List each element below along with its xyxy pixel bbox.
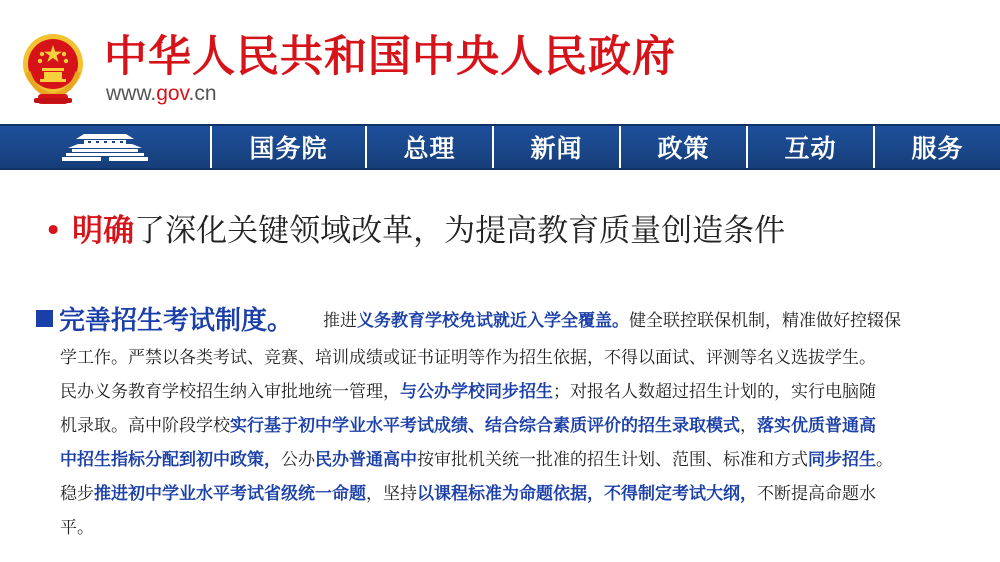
nav-label: 服务 [911, 134, 964, 163]
body-text: 平。 [60, 518, 94, 538]
body-text: 推进 [323, 311, 357, 331]
body-text: 学工作。严禁以各类考试、竞赛、培训成绩或证书证明等作为招生依据，不得以面试、评测等名义选拔学生。 [60, 348, 876, 368]
body-text: 。 [876, 450, 893, 470]
highlighted-text: 民办普通高中 [315, 450, 417, 470]
nav-label: 互动 [784, 134, 837, 163]
url-suffix: .cn [188, 82, 217, 105]
key-point-heading [44, 210, 785, 252]
nav-home[interactable] [0, 126, 210, 168]
nav-item-hudong[interactable] [746, 126, 873, 168]
paragraph-line [60, 409, 876, 443]
body-text: 公办 [281, 450, 315, 470]
paragraph-line [60, 477, 876, 511]
body-text: 健全联控联保机制，精准做好控辍保 [629, 311, 901, 331]
paragraph-line [60, 375, 876, 409]
body-text: 机录取。高中阶段学校 [60, 416, 230, 436]
highlighted-text: 与公办学校同步招生 [400, 382, 553, 402]
highlighted-text: 推进初中学业水平考试省级统一命题 [94, 484, 366, 504]
nav-item-zongli[interactable] [365, 126, 492, 168]
site-url[interactable] [106, 83, 217, 105]
url-domain: gov [156, 82, 189, 105]
highlighted-text: 以课程标准为命题依据，不得制定考试大纲， [417, 484, 757, 504]
section-heading [36, 300, 293, 337]
paragraph-line [60, 341, 876, 375]
highlighted-text: 实行基于初中学业水平考试成绩、结合综合素质评价的招生录取模式 [230, 416, 740, 436]
nav-item-xinwen[interactable] [492, 126, 619, 168]
paragraph-line [60, 443, 893, 477]
key-point-text: 了深化关键领域改革，为提高教育质量创造条件 [134, 213, 786, 249]
site-title[interactable]: 中华人民共和国中央人民政府 [104, 32, 676, 82]
highlighted-text: 同步招生 [808, 450, 876, 470]
main-nav [0, 124, 1000, 170]
nav-label: 国务院 [249, 134, 328, 163]
nav-item-fuwu[interactable] [873, 126, 1000, 168]
body-text: 按审批机关统一批准的招生计划、范围、标准和方式 [417, 450, 808, 470]
nav-item-guowuyuan[interactable] [210, 126, 365, 168]
body-text: 稳步 [60, 484, 94, 504]
bullet: • [44, 213, 63, 249]
nav-item-zhengce[interactable] [619, 126, 746, 168]
paragraph-line [323, 304, 901, 338]
nav-label: 政策 [657, 134, 710, 163]
paragraph-line [60, 511, 94, 545]
body-text: ， [740, 416, 757, 436]
highlighted-text: 中招生指标分配到初中政策， [60, 450, 281, 470]
body-text: ；对报名人数超过招生计划的，实行电脑随 [553, 382, 876, 402]
key-point-emphasis: 明确 [72, 213, 135, 249]
body-text: 不断提高命题水 [757, 484, 876, 504]
body-text: 民办义务教育学校招生纳入审批地统一管理， [60, 382, 400, 402]
highlighted-text: 义务教育学校免试就近入学全覆盖。 [357, 311, 629, 331]
section-title: 完善招生考试制度。 [59, 306, 294, 336]
highlighted-text: 落实优质普通高 [757, 416, 876, 436]
square-bullet-icon [36, 310, 53, 327]
body-text: ，坚持 [366, 484, 417, 504]
tiananmen-icon [62, 132, 148, 162]
nav-label: 新闻 [530, 134, 583, 163]
url-prefix: www. [106, 82, 157, 105]
site-header [0, 0, 1000, 118]
national-emblem-icon[interactable] [20, 32, 86, 108]
nav-label: 总理 [403, 134, 456, 163]
